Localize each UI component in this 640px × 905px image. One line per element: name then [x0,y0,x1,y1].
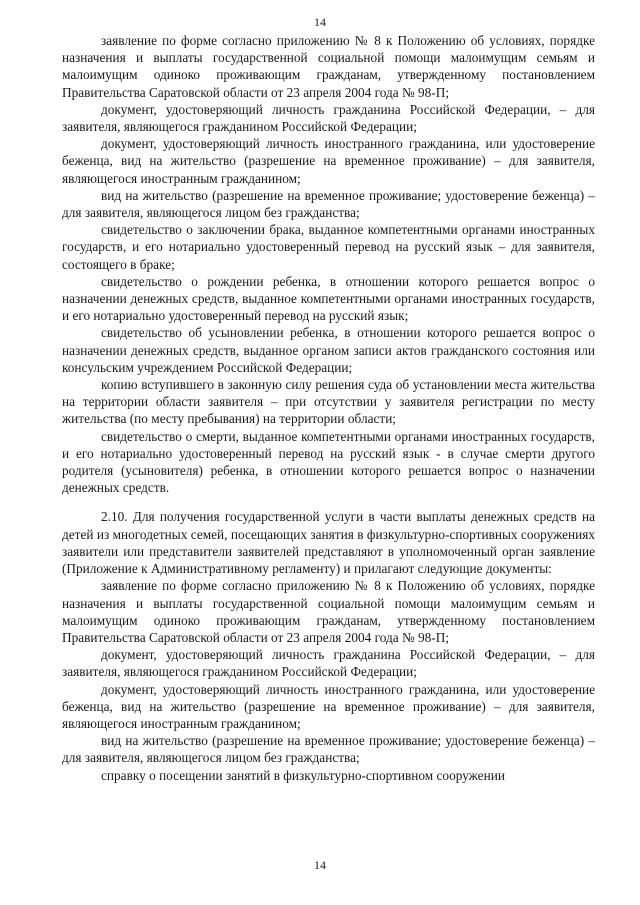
paragraph: вид на жительство (разрешение на временное проживание; удостоверение беженца) – для заявителя, являющегося лицом без гражданства; [62,187,595,221]
paragraph: справку о посещении занятий в физкультурно-спортивном сооружении [101,767,505,783]
paragraph: свидетельство об усыновлении ребенка, в отношении которого решается вопрос о назначении денежных средств, выданное органом записи актов гражданского состояния или консульским учреждением Российской Федерации; [62,325,595,375]
paragraph: свидетельство о заключении брака, выданное компетентными органами иностранных государств, и его нотариально удостоверенный перевод на русский язык – для заявителя, состоящего в браке; [62,222,595,272]
section-heading-paragraph: 2.10. Для получения государственной услуги в части выплаты денежных средств на детей из многодетных семей, посещающих занятия в физкультурно-спортивных сооружениях заявители или представители заявителей представляют в уполномоченный орган заявление (Приложение к Административному регламенту) и прилагают следующие документы: [62,509,595,577]
document-body [62,32,595,784]
paragraph: свидетельство о рождении ребенка, в отношении которого решается вопрос о назначении денежных средств, выданное компетентными органами иностранных государств, и его нотариально удостоверенный перевод на русский язык; [62,273,595,324]
paragraph: документ, удостоверяющий личность иностранного гражданина, или удостоверение беженца, вид на жительство (разрешение на временное проживание) – для заявителя, являющегося иностранным гражданином; [62,681,595,731]
paragraph: копию вступившего в законную силу решения суда об установлении места жительства на территории области заявителя – при отсутствии у заявителя регистрации по месту жительства (по месту пребывания) на территории области; [62,377,595,427]
paragraph: заявление по форме согласно приложению № 8 к Положению об условиях, порядке назначения и выплаты государственной социальной помощи малоимущим семьям и малоимущим одиноко проживающим гражданам, утвержденному постановлением Правительства Саратовской области от 23 апреля 2004 года № 98-П; [62,578,595,645]
paragraph: документ, удостоверяющий личность гражданина Российской Федерации, – для заявителя, являющегося гражданином Российской Федерации; [62,647,595,680]
section-gap [62,496,595,508]
paragraph: вид на жительство (разрешение на временное проживание; удостоверение беженца) – для заявителя, являющегося лицом без гражданства; [62,733,595,766]
page-number-bottom: 14 [314,858,326,872]
page-number-top: 14 [314,15,326,29]
paragraph: документ, удостоверяющий личность гражданина Российской Федерации, – для заявителя, являющегося гражданином Российской Федерации; [62,101,595,135]
paragraph: заявление по форме согласно приложению № 8 к Положению об условиях, порядке назначения и выплаты государственной социальной помощи малоимущим семьям и малоимущим одиноко проживающим гражданам, утвержденному постановлением Правительства Саратовской области от 23 апреля 2004 года № 98-П; [62,33,595,100]
paragraph: свидетельство о смерти, выданное компетентными органами иностранных государств, и его нотариально удостоверенный перевод на русский язык - в случае смерти другого родителя (усыновителя) ребенка, в отношении которого решается вопрос о назначении денежных средств. [62,428,595,496]
paragraph: документ, удостоверяющий личность иностранного гражданина, или удостоверение беженца, вид на жительство (разрешение на временное проживание) – для заявителя, являющегося иностранным гражданином; [62,136,595,186]
